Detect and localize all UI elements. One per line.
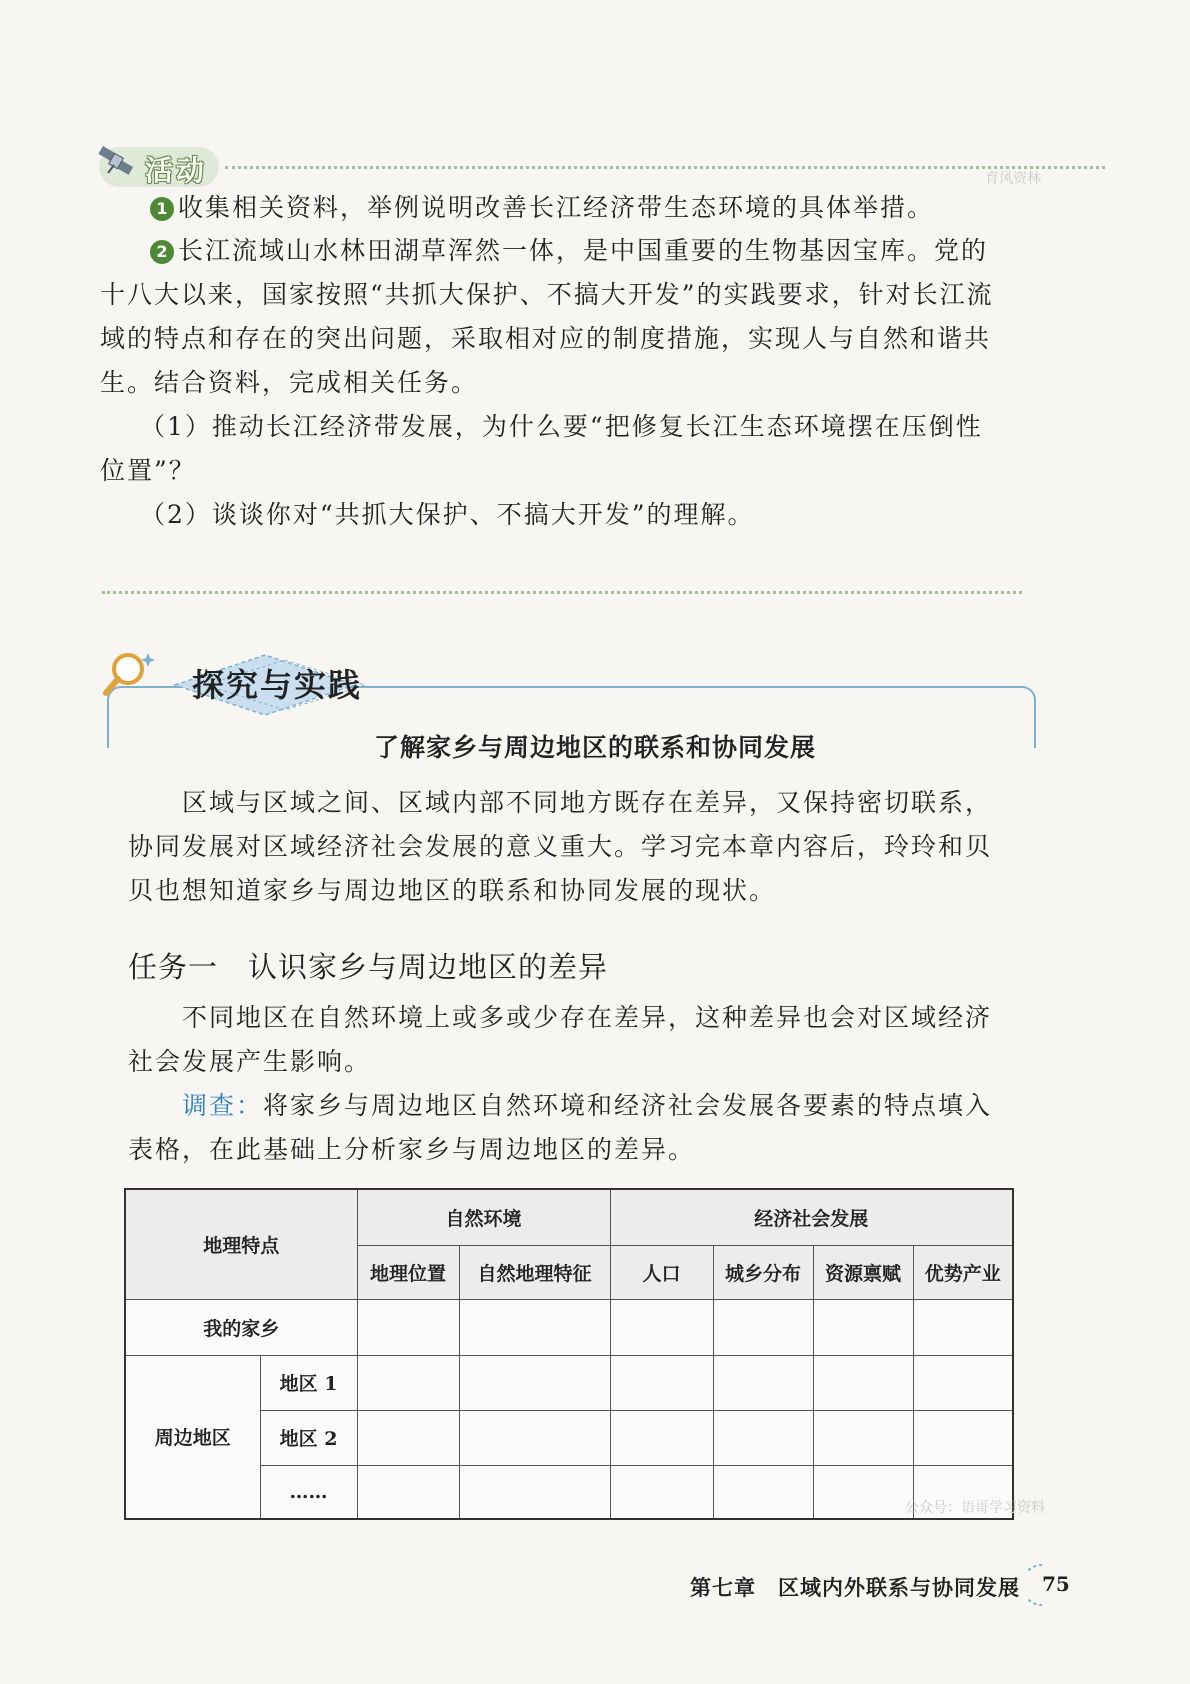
table-row-label: 我的家乡 — [125, 1299, 357, 1355]
survey-label: 调查： — [182, 1091, 264, 1120]
table-row-label: 地区 2 — [260, 1410, 357, 1465]
table-row-label: …… — [260, 1465, 357, 1519]
table-cell — [459, 1465, 610, 1519]
activity-item-1-text: 收集相关资料，举例说明改善长江经济带生态环境的具体举措。 — [178, 193, 935, 222]
table-column-header: 优势产业 — [913, 1245, 1013, 1299]
table-row — [125, 1299, 1013, 1355]
table-cell — [913, 1355, 1013, 1410]
task-1-line-2: 社会发展产生影响。 — [128, 1047, 372, 1076]
table-cell — [913, 1410, 1013, 1465]
activity-title: 活动 — [145, 154, 208, 187]
table-column-header: 资源禀赋 — [813, 1245, 913, 1299]
magnifier-icon — [100, 645, 160, 705]
item-number-badge: 2 — [150, 240, 174, 264]
satellite-icon — [96, 143, 142, 183]
table-cell — [713, 1465, 813, 1519]
footer-chapter-title: 第七章 区域内外联系与协同发展 — [690, 1576, 1020, 1600]
table-column-header: 人口 — [610, 1245, 713, 1299]
table-group-header: 自然环境 — [357, 1189, 610, 1245]
table-cell — [913, 1299, 1013, 1355]
table-cell — [713, 1299, 813, 1355]
table-cell — [813, 1355, 913, 1410]
question-1-line-2: 位置”？ — [100, 456, 196, 485]
survey-line-2: 表格，在此基础上分析家乡与周边地区的差异。 — [128, 1135, 696, 1164]
table-cell — [610, 1355, 713, 1410]
table-cell — [459, 1299, 610, 1355]
table-group-header: 经济社会发展 — [610, 1189, 1013, 1245]
table-cell — [813, 1299, 913, 1355]
activity-item-1 — [150, 185, 934, 231]
question-2: （2）谈谈你对“共抓大保护、不搞大开发”的理解。 — [140, 500, 755, 529]
table-cell — [610, 1465, 713, 1519]
table-cell — [813, 1465, 913, 1519]
table-row-group-label: 周边地区 — [125, 1355, 260, 1519]
table-column-header: 自然地理特征 — [459, 1245, 610, 1299]
inquiry-title: 探究与实践 — [192, 666, 363, 704]
table-cell — [357, 1465, 459, 1519]
intro-line-2: 协同发展对区域经济社会发展的意义重大。学习完本章内容后，玲玲和贝 — [128, 832, 993, 861]
survey-line-1: 调查：将家乡与周边地区自然环境和经济社会发展各要素的特点填入 — [182, 1091, 993, 1120]
table-cell — [459, 1355, 610, 1410]
table-cell — [459, 1410, 610, 1465]
table-row-label: 地区 1 — [260, 1355, 357, 1410]
table-column-header: 城乡分布 — [713, 1245, 813, 1299]
table-cell — [813, 1410, 913, 1465]
activity-dotted-rule — [225, 166, 1105, 169]
page-number: 75 — [1042, 1572, 1070, 1596]
activity-item-2-line-1: 2 长江流域山水林田湖草浑然一体，是中国重要的生物基因宝库。党的 — [150, 228, 988, 274]
watermark-top: 育风资林 — [985, 171, 1041, 187]
task-1-line-1: 不同地区在自然环境上或多或少存在差异，这种差异也会对区域经济 — [182, 1003, 993, 1032]
table-column-header: 地理位置 — [357, 1245, 459, 1299]
table-cell — [713, 1355, 813, 1410]
section-divider — [102, 591, 1022, 594]
table-row — [125, 1355, 1013, 1410]
table-cell — [357, 1410, 459, 1465]
activity-item-2-line-3: 域的特点和存在的突出问题，采取相对应的制度措施，实现人与自然和谐共 — [100, 324, 992, 353]
table-cell — [610, 1299, 713, 1355]
question-1-line-1: （1）推动长江经济带发展，为什么要“把修复长江生态环境摆在压倒性 — [140, 412, 983, 441]
inquiry-subtitle: 了解家乡与周边地区的联系和协同发展 — [373, 733, 816, 762]
watermark-bottom: 公众号：语哥学习资料 — [905, 1500, 1045, 1516]
table-corner-header: 地理特点 — [125, 1189, 357, 1299]
table-cell — [713, 1410, 813, 1465]
intro-line-1: 区域与区域之间、区域内部不同地方既存在差异，又保持密切联系， — [182, 788, 993, 817]
table-cell — [357, 1355, 459, 1410]
activity-badge — [100, 147, 218, 185]
table-cell — [357, 1299, 459, 1355]
activity-item-2-line-4: 生。结合资料，完成相关任务。 — [100, 368, 479, 397]
activity-item-2-line-2: 十八大以来，国家按照“共抓大保护、不搞大开发”的实践要求，针对长江流 — [100, 280, 994, 309]
task-1-heading: 任务一 认识家乡与周边地区的差异 — [128, 950, 609, 984]
survey-table — [124, 1188, 1014, 1520]
item-number-badge: 1 — [150, 197, 174, 221]
table-cell — [610, 1410, 713, 1465]
intro-line-3: 贝也想知道家乡与周边地区的联系和协同发展的现状。 — [128, 876, 777, 905]
